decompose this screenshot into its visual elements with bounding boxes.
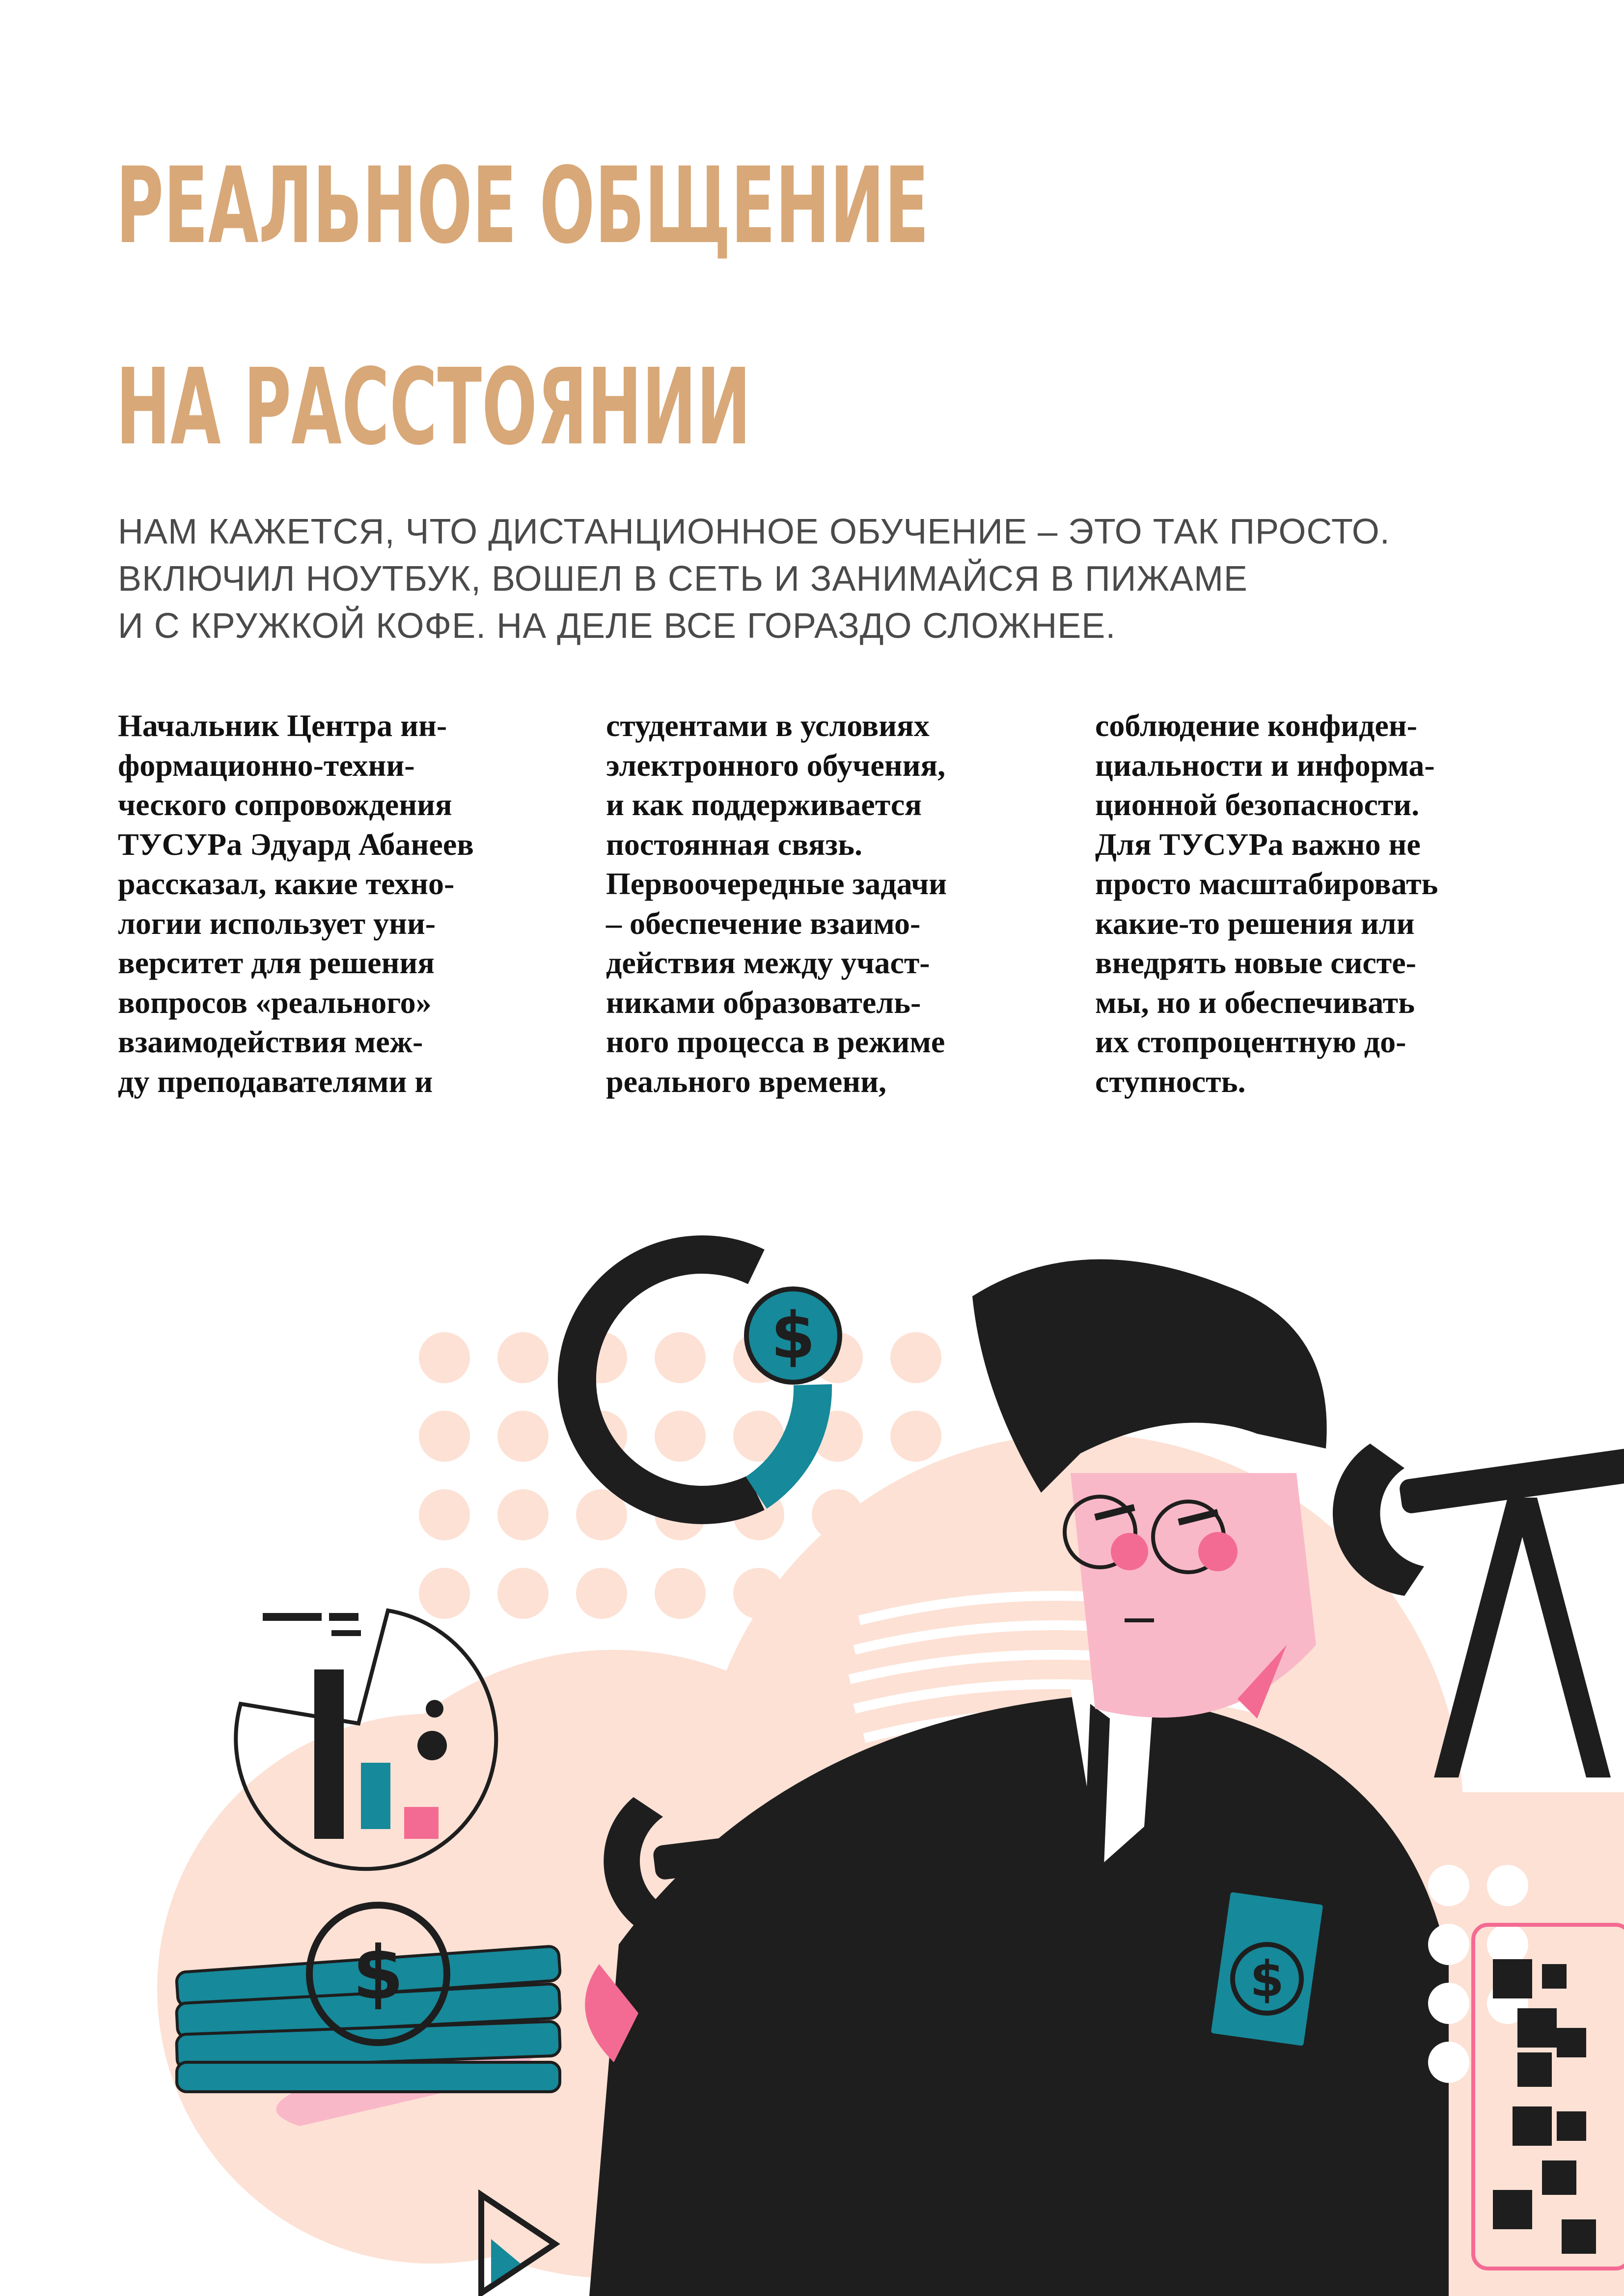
body-line: рассказал, какие техно- [118, 866, 455, 901]
body-line: реального времени, [606, 1064, 886, 1099]
body-line: Для ТУСУРа важно не [1095, 826, 1421, 862]
body-line: ческого сопровождения [118, 787, 452, 822]
body-line: ционной безопасности. [1095, 787, 1420, 822]
body-column-1 [118, 706, 560, 1101]
body-line: – обеспечение взаимо- [606, 905, 921, 941]
body-line: соблюдение конфиден- [1095, 708, 1417, 743]
body-column-2 [606, 706, 1048, 1101]
body-line: логии использует уни- [118, 905, 436, 941]
svg-text:$: $ [771, 1298, 816, 1373]
body-line: формационно-техни- [118, 747, 415, 783]
dollar-coin-icon [746, 1289, 840, 1382]
body-line: ТУСУРа Эдуард Абанеев [118, 826, 474, 862]
body-line: ду преподавателями и [118, 1064, 433, 1099]
body-line: ступность. [1095, 1064, 1246, 1099]
body-line: какие-то решения или [1095, 905, 1415, 941]
body-line: вопросов «реального» [118, 984, 432, 1020]
lead-line: ВКЛЮЧИЛ НОУТБУК, ВОШЕЛ В СЕТЬ И ЗАНИМАЙСЯ В ПИЖАМЕ [118, 559, 1248, 599]
body-line: просто масштабировать [1095, 866, 1438, 901]
article-title [116, 106, 929, 508]
body-line: верситет для решения [118, 945, 435, 980]
body-line: электронного обучения, [606, 747, 946, 783]
body-line: постоянная связь. [606, 826, 862, 862]
body-line: циальности и информа- [1095, 747, 1435, 783]
body-line: взаимодействия меж- [118, 1024, 423, 1059]
body-line: действия между участ- [606, 945, 930, 980]
title-line: НА РАССТОЯНИИ [116, 346, 751, 468]
businessman-illustration [0, 1169, 1624, 2296]
title-line: РЕАЛЬНОЕ ОБЩЕНИЕ [116, 145, 929, 267]
body-line: Начальник Центра ин- [118, 708, 447, 743]
svg-text:$: $ [1250, 1950, 1284, 2008]
body-line: и как поддерживается [606, 787, 922, 822]
body-line: мы, но и обеспечивать [1095, 984, 1415, 1020]
body-line: ного процесса в режиме [606, 1024, 945, 1059]
body-line: студентами в условиях [606, 708, 930, 743]
body-column-3 [1095, 706, 1537, 1101]
svg-text:$: $ [352, 1931, 404, 2016]
lead-line: НАМ КАЖЕТСЯ, ЧТО ДИСТАНЦИОННОЕ ОБУЧЕНИЕ – ЭТО ТАК ПРОСТО. [118, 512, 1390, 551]
body-line: внедрять новые систе- [1095, 945, 1416, 980]
article-lead [118, 508, 1390, 650]
lead-line: И С КРУЖКОЙ КОФЕ. НА ДЕЛЕ ВСЕ ГОРАЗДО СЛОЖНЕЕ. [118, 606, 1116, 646]
body-line: никами образователь- [606, 984, 921, 1020]
body-line: Первоочередные задачи [606, 866, 947, 901]
body-line: их стопроцентную до- [1095, 1024, 1406, 1059]
